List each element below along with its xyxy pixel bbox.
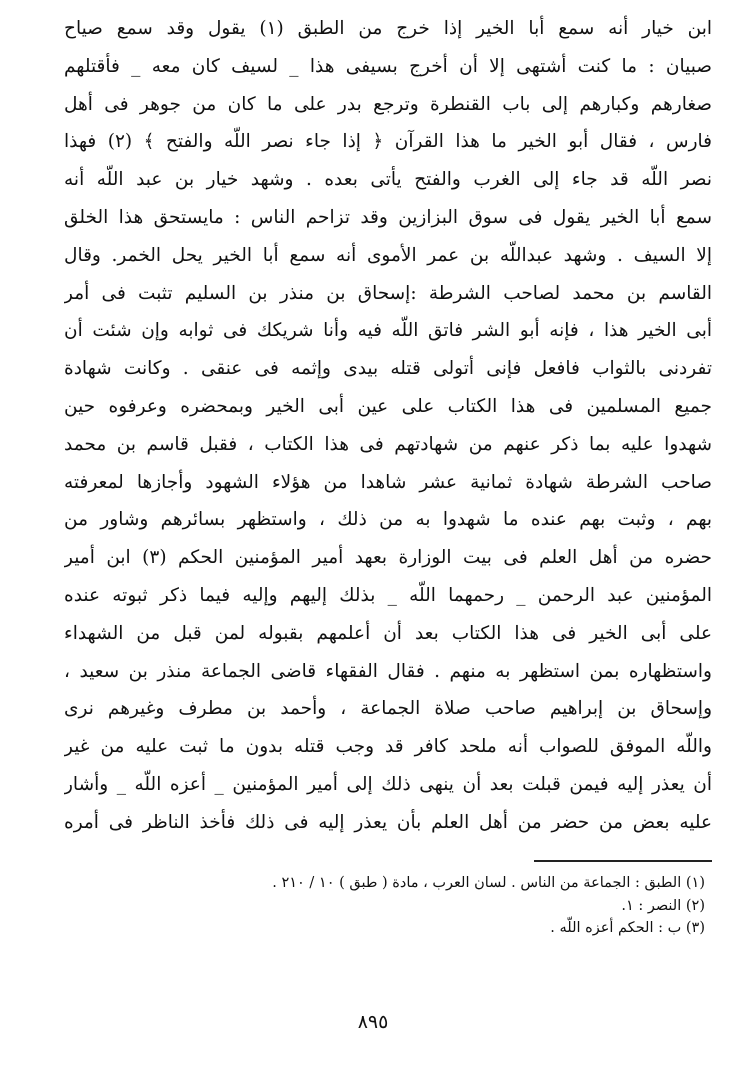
text-line: صغارهم وكبارهم إلى باب القنطرة وترجع بدر على ما كان من جوهر فى أهل bbox=[64, 93, 712, 115]
main-text bbox=[64, 10, 712, 842]
text-line: وإسحاق بن إبراهيم صاحب صلاة الجماعة ، وأحمد بن مطرف وغيرهم نرى bbox=[64, 698, 712, 720]
text-line: تفردنى بالثواب فافعل فإنى أتولى قتله بيدى وإثمه فى عنقى . وكانت شهادة bbox=[64, 358, 712, 380]
footnote-3: (٣) ب : الحكم أعزه اللّه . bbox=[550, 920, 705, 936]
text-line: فارس ، فقال أبو الخير ما هذا القرآن ﴿ إذا جاء نصر اللّه والفتح ﴾ (٢) فهذا bbox=[64, 131, 712, 153]
text-line: أبى الخير هذا ، فإنه أبو الشر فاتق اللّه فيه وأنا شريكك فى ثوابه وإن شئت أن bbox=[64, 320, 712, 342]
text-line: إلا السيف . وشهد عبداللّه بن عمر الأموى أنه سمع أبا الخير يحل الخمر. وقال bbox=[64, 244, 712, 266]
text-line: المؤمنين عبد الرحمن _ رحمهما اللّه _ بذلك إليهم وإليه فيما ذكر ثبوته عنده bbox=[64, 584, 712, 606]
text-line: واللّه الموفق للصواب أنه ملحد كافر قد وجب قتله بدون ما ثبت عليه من غير bbox=[64, 736, 712, 758]
text-line: القاسم بن محمد لصاحب الشرطة :إسحاق بن منذر بن السليم تثبت فى أمر bbox=[64, 282, 712, 304]
footnotes bbox=[120, 872, 705, 940]
text-line: أن يعذر إليه فيمن قبلت بعد أن ينهى ذلك إلى أمير المؤمنين _ أعزه اللّه _ وأشار bbox=[64, 773, 712, 795]
text-line: سمع أبا الخير يقول فى سوق البزازين وقد تزاحم الناس : مايستحق هذا الخلق bbox=[64, 206, 712, 228]
footnote-divider bbox=[534, 860, 712, 862]
text-line: جميع المسلمين فى هذا الكتاب على عين أبى الخير وبمحضره وعرفوه حين bbox=[64, 395, 712, 417]
text-line: بهم ، وثبت بهم عنده ما شهدوا به من ذلك ، واستظهر بسائرهم وشاور من bbox=[64, 509, 712, 531]
text-line: عليه بعض من حضر من أهل العلم بأن يعذر إليه فى ذلك فأخذ الناظر فى أمره bbox=[64, 811, 712, 833]
text-line: صاحب الشرطة شهادة ثمانية عشر شاهدا من هؤلاء الشهود وأجازها لمعرفته bbox=[64, 471, 712, 493]
text-line: شهدوا عليه بما ذكر عنهم من شهادتهم فى هذا الكتاب ، فقبل قاسم بن محمد bbox=[64, 433, 712, 455]
footnote-1: (١) الطبق : الجماعة من الناس . لسان العرب ، مادة ( طبق ) ١٠ / ٢١٠ . bbox=[272, 875, 705, 891]
text-line: نصر اللّه قد جاء إلى الغرب والفتح يأتى بعده . وشهد خيار بن عبد اللّه أنه bbox=[64, 169, 712, 191]
text-line: على أبى الخير فى هذا الكتاب بعد أن أعلمهم بقبوله لمن قبل من الشهداء bbox=[64, 622, 712, 644]
text-line: حضره من أهل العلم فى بيت الوزارة بعهد أمير المؤمنين الحكم (٣) ابن أمير bbox=[64, 547, 712, 569]
text-line: واستظهاره بمن استظهر به منهم . فقال الفقهاء قاضى الجماعة منذر بن سعيد ، bbox=[64, 660, 712, 682]
footnote-2: (٢) النصر : ١. bbox=[621, 897, 705, 914]
text-line: صبيان : ما كنت أشتهى إلا أن أخرج بسيفى هذا _ لسيف كان معه _ فأقتلهم bbox=[64, 55, 712, 77]
page-number: ٨٩٥ bbox=[357, 1011, 389, 1033]
text-line: ابن خيار أنه سمع أبا الخير إذا خرج من الطبق (١) يقول وقد سمع صياح bbox=[64, 18, 712, 39]
